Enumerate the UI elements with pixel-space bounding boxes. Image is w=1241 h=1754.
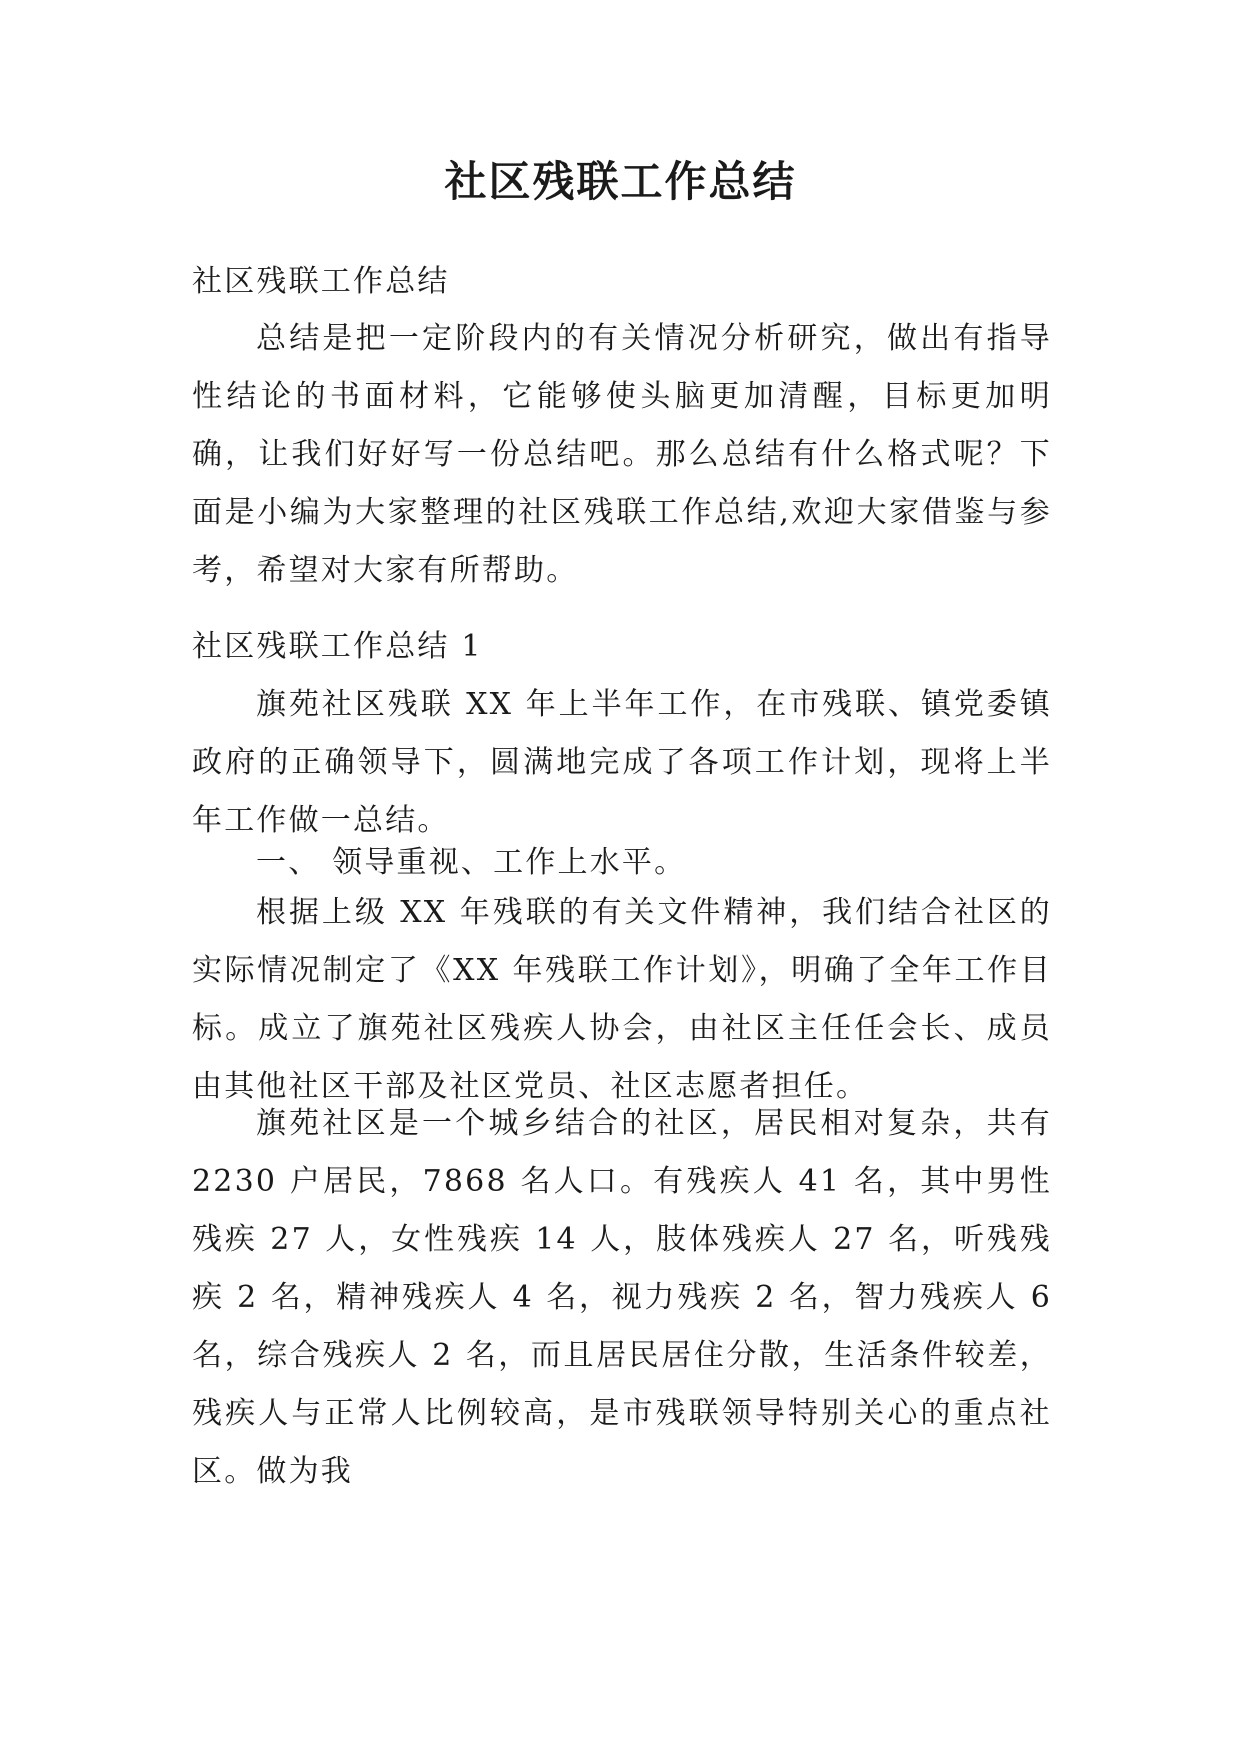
document-title: 社区残联工作总结 (444, 157, 797, 206)
section1-paragraph-3: 旗苑社区是一个城乡结合的社区，居民相对复杂，共有 2230 户居民，7868 名人口。有残疾人 41 名，其中男性残疾 27 人，女性残疾 14 人，肢体残疾人 27 名，听残残疾 2 名，精神残疾人 4 名，视力残疾 2 名，智力残疾人 6 名，综合残疾人 2 名，而且居民居住分散，生活条件较差，残疾人与正常人比例较高，是市残联领导特别关心的重点社区。做为我 (192, 1106, 1052, 1489)
section1-paragraph-2: 根据上级 XX 年残联的有关文件精神，我们结合社区的实际情况制定了《XX 年残联工作计划》，明确了全年工作目标。成立了旗苑社区残疾人协会，由社区主任任会长、成员由其他社区干部及社区党员、社区志愿者担任。 (192, 895, 1052, 1104)
section1-paragraph-1: 旗苑社区残联 XX 年上半年工作，在市残联、镇党委镇政府的正确领导下，圆满地完成了各项工作计划，现将上半年工作做一总结。 (192, 687, 1052, 838)
document-subtitle: 社区残联工作总结 (192, 264, 450, 299)
section-heading-1: 社区残联工作总结 1 (192, 629, 483, 664)
section1-point-1: 一、 领导重视、工作上水平。 (256, 845, 687, 880)
intro-paragraph: 总结是把一定阶段内的有关情况分析研究，做出有指导性结论的书面材料，它能够使头脑更加清醒，目标更加明确，让我们好好写一份总结吧。那么总结有什么格式呢？下面是小编为大家整理的社区残联工作总结,欢迎大家借鉴与参考，希望对大家有所帮助。 (192, 321, 1052, 588)
